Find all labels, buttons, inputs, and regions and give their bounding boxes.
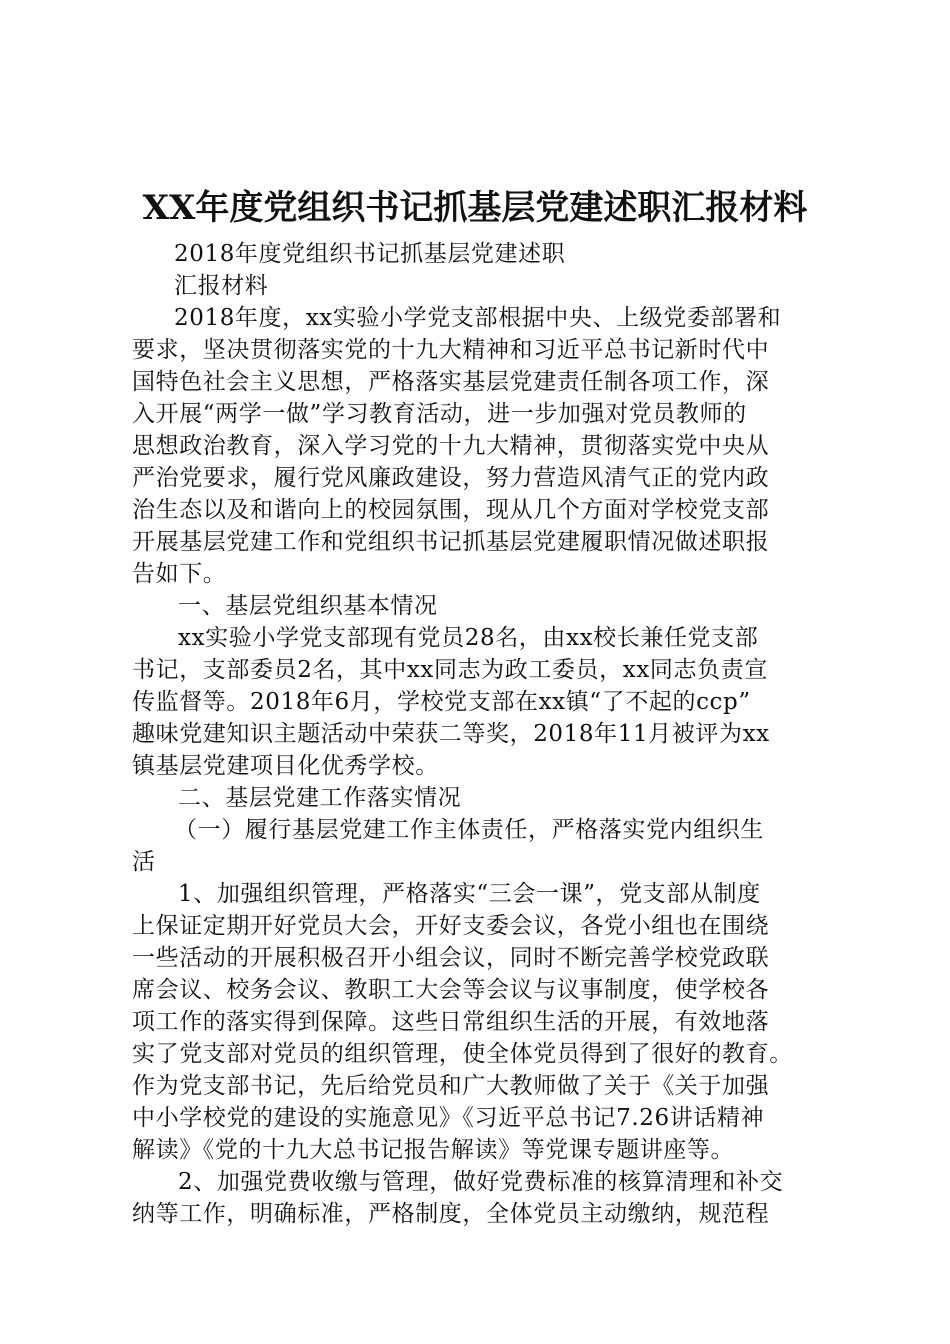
body-line: 2、加强党费收缴与管理，做好党费标准的核算清理和补交 — [178, 1169, 784, 1195]
body-line: 席会议、校务会议、教职工大会等会议与议事制度，使学校各 — [132, 977, 770, 1003]
body-line: 2018年度，xx实验小学党支部根据中央、上级党委部署和 — [174, 305, 782, 331]
body-line: 告如下。 — [132, 561, 227, 587]
body-line: 一、基层党组织基本情况 — [178, 593, 438, 619]
body-line: 要求，坚决贯彻落实党的十九大精神和习近平总书记新时代中 — [132, 337, 770, 363]
body-line: 入开展“两学一做”学习教育活动，进一步加强对党员教师的 — [132, 401, 747, 427]
body-line: 一些活动的开展积极召开小组会议，同时不断完善学校党政联 — [132, 945, 770, 971]
body-line: 1、加强组织管理，严格落实“三会一课”，党支部从制度 — [178, 881, 761, 907]
body-line: 项工作的落实得到保障。这些日常组织生活的开展，有效地落 — [132, 1009, 770, 1035]
body-line: 严治党要求，履行党风廉政建设，努力营造风清气正的党内政 — [132, 465, 770, 491]
body-line: 传监督等。2018年6月，学校党支部在xx镇“了不起的ccp” — [132, 689, 751, 715]
body-line: （一）履行基层党建工作主体责任，严格落实党内组织生 — [174, 817, 764, 843]
body-line: 趣味党建知识主题活动中荣获二等奖，2018年11月被评为xx — [132, 721, 770, 747]
document-title: XX年度党组织书记抓基层党建述职汇报材料 — [142, 188, 808, 228]
body-line: 治生态以及和谐向上的校园氛围，现从几个方面对学校党支部 — [132, 497, 770, 523]
body-line: 二、基层党建工作落实情况 — [178, 785, 462, 811]
body-line: 活 — [132, 849, 156, 875]
body-line: 镇基层党建项目化优秀学校。 — [132, 753, 439, 779]
body-line: 中小学校党的建设的实施意见》《习近平总书记7.26讲话精神 — [132, 1105, 765, 1131]
body-line: 实了党支部对党员的组织管理，使全体党员得到了很好的教育。 — [132, 1041, 793, 1067]
body-line: 上保证定期开好党员大会，开好支委会议，各党小组也在围绕 — [132, 913, 770, 939]
body-line: 作为党支部书记，先后给党员和广大教师做了关于《关于加强 — [132, 1073, 770, 1099]
body-line: 2018年度党组织书记抓基层党建述职 — [174, 241, 566, 267]
body-line: 纳等工作，明确标准，严格制度，全体党员主动缴纳，规范程 — [132, 1201, 770, 1227]
body-line: 国特色社会主义思想，严格落实基层党建责任制各项工作，深 — [132, 369, 770, 395]
body-line: 思想政治教育，深入学习党的十九大精神，贯彻落实党中央从 — [132, 433, 770, 459]
body-line: 书记，支部委员2名，其中xx同志为政工委员，xx同志负责宣 — [132, 657, 768, 683]
body-line: xx实验小学党支部现有党员28名，由xx校长兼任党支部 — [178, 625, 759, 651]
body-line: 汇报材料 — [174, 273, 269, 299]
body-line: 解读》《党的十九大总书记报告解读》等党课专题讲座等。 — [132, 1137, 735, 1163]
body-line: 开展基层党建工作和党组织书记抓基层党建履职情况做述职报 — [132, 529, 770, 555]
